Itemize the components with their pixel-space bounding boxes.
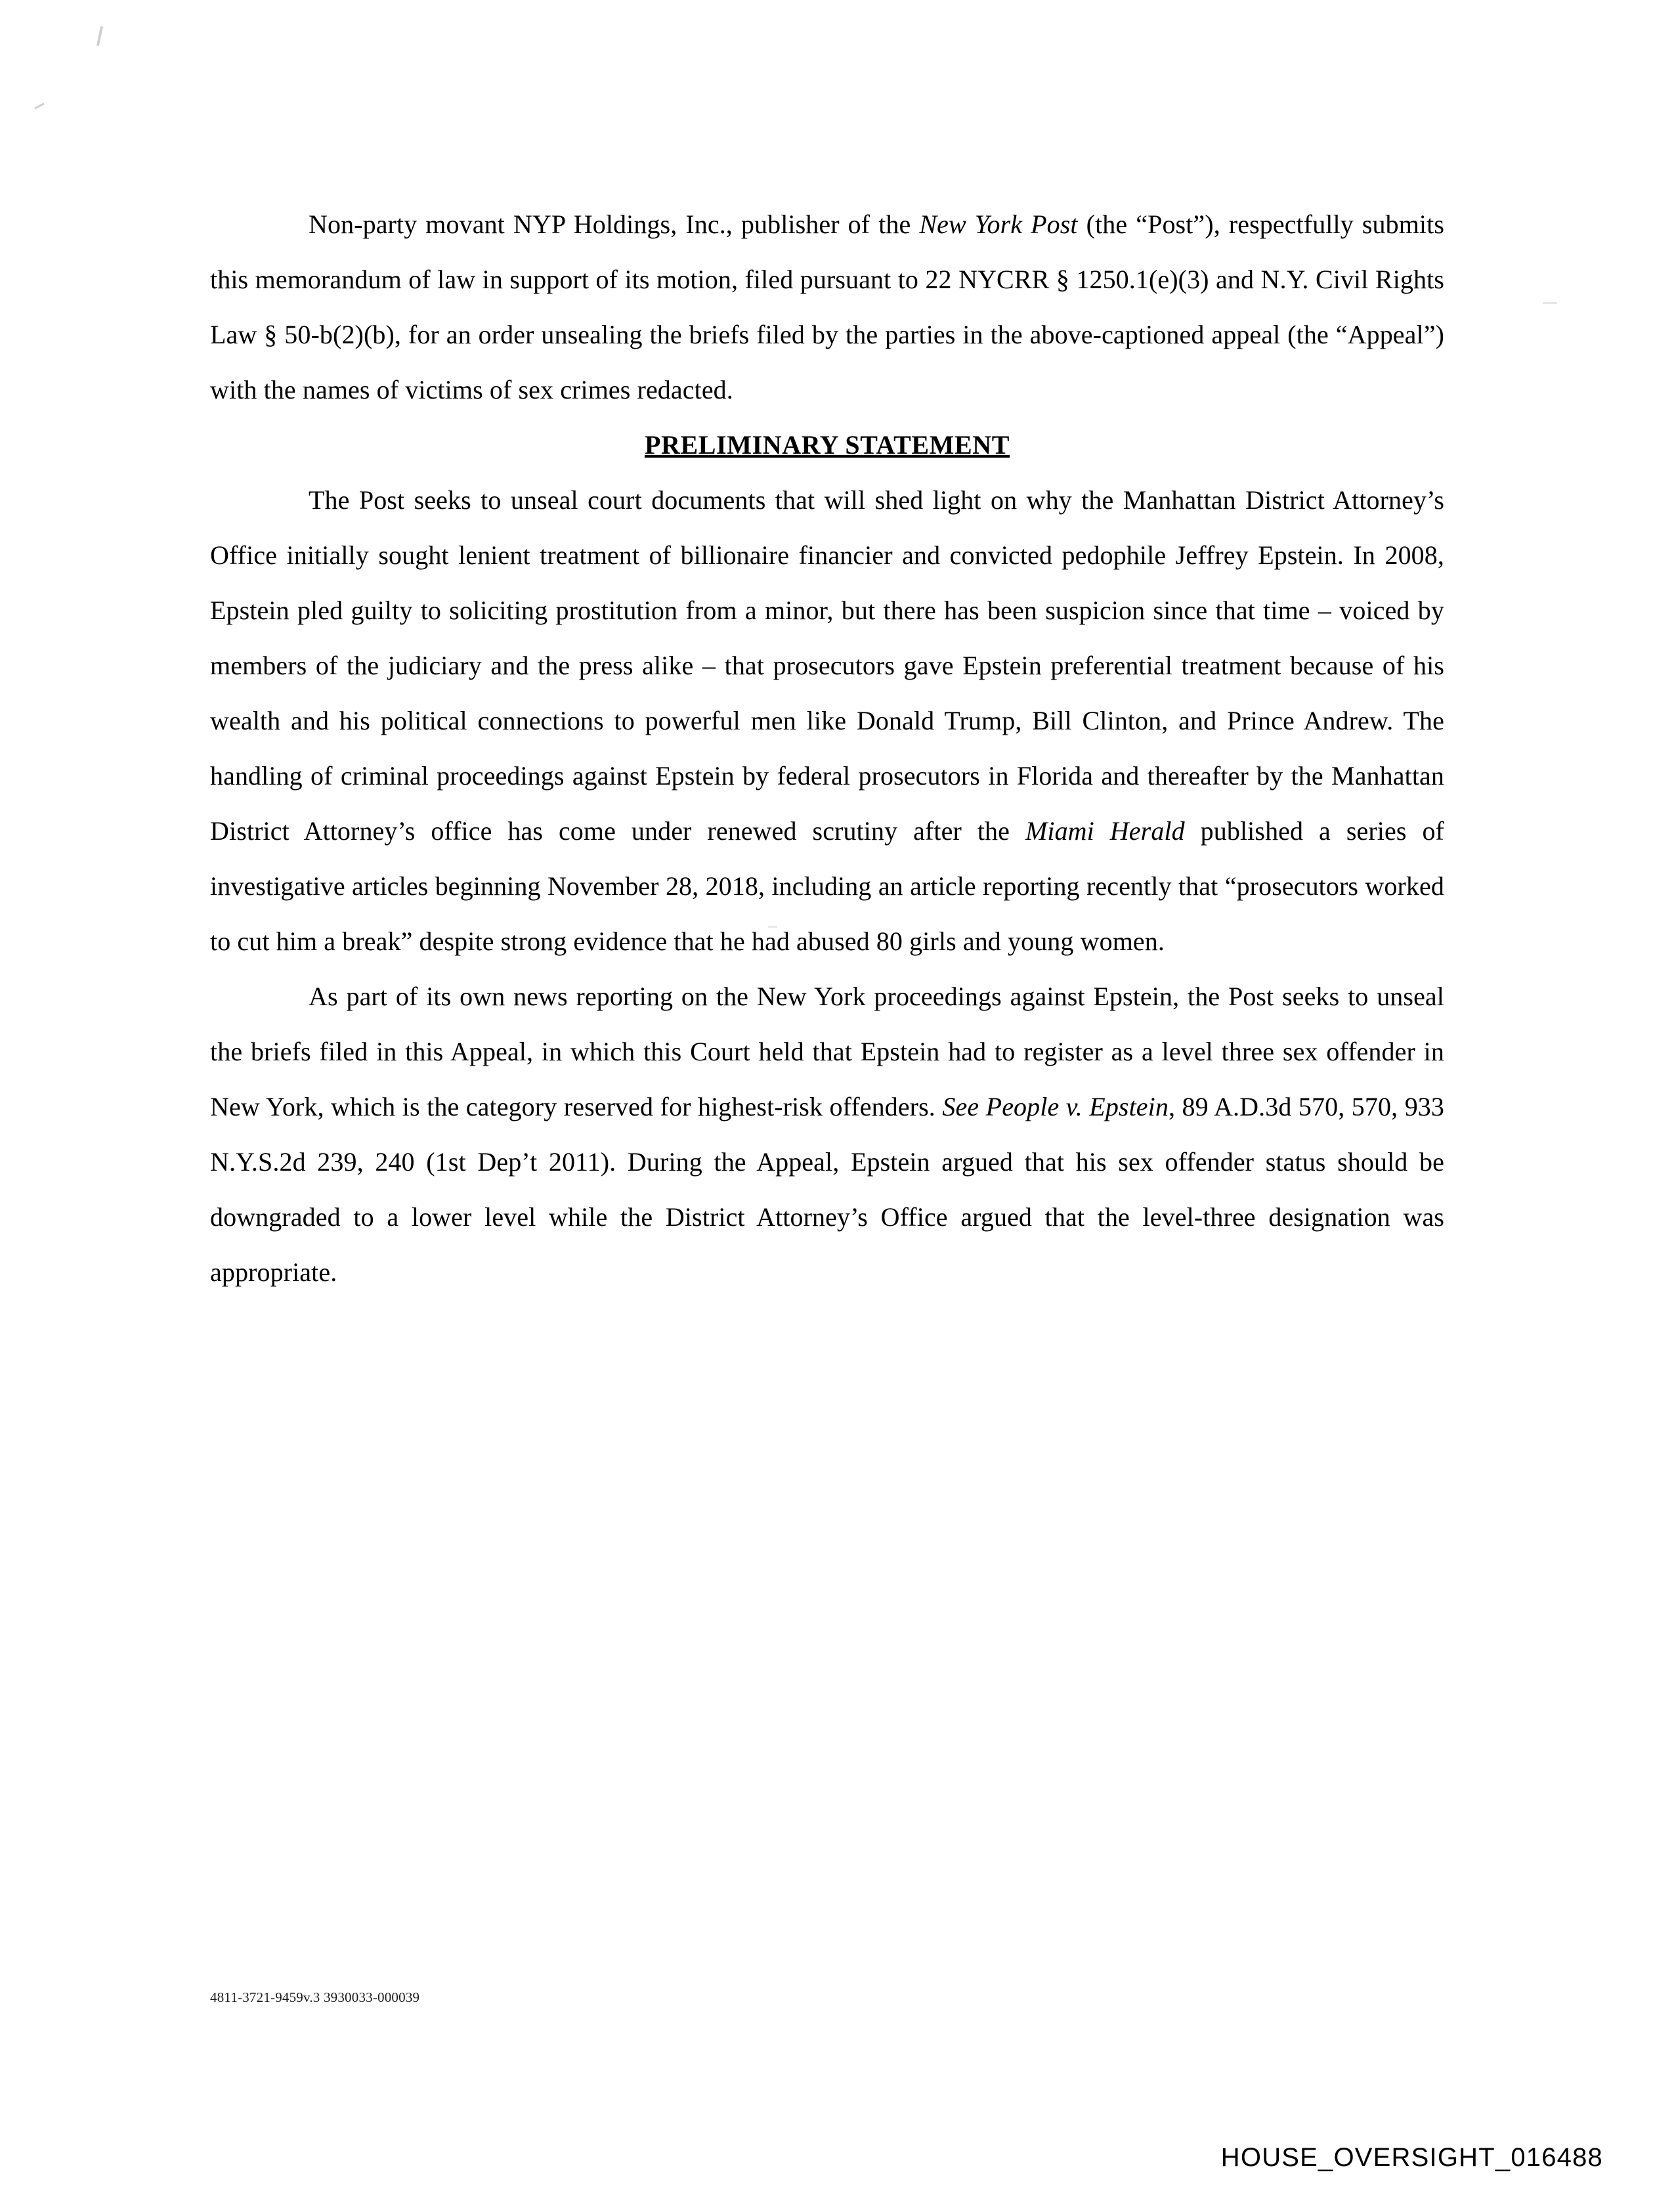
text-run: See People v. Epstein — [942, 1092, 1169, 1121]
text-run: , 89 A.D.3d 570, 570, 933 N.Y.S.2d 239, 240 (1st Dep’t 2011). During the Appeal, Epstein argued that his sex offender status should be downgraded to a lower level while the District Attorney’s Office argued that the level-three designation was appropriate. — [210, 1092, 1444, 1287]
text-run: The Post seeks to unseal court documents that will shed light on why the Manhattan District Attorney’s Office initially sought lenient treatment of billionaire financier and convicted pedophile Jeffrey Epstein. In 2008, Epstein pled guilty to soliciting prostitution from a minor, but there has been suspicion since that time – voiced by members of the judiciary and the press alike – that prosecutors gave Epstein preferential treatment because of his wealth and his political connections to powerful men like Donald Trump, Bill Clinton, and Prince Andrew. The handling of criminal proceedings against Epstein by federal prosecutors in Florida and thereafter by the Manhattan District Attorney’s office has come under renewed scrutiny after the — [210, 485, 1444, 846]
document-body — [210, 197, 1444, 1300]
text-run: As part of its own news reporting on the New York proceedings against Epstein, the Post seeks to unseal the briefs filed in this Appeal, in which this Court held that Epstein had to register as a level three sex offender in New York, which is the category reserved for highest-risk offenders. — [210, 982, 1444, 1121]
scan-artifact — [1543, 302, 1557, 304]
paragraph-intro — [210, 197, 1444, 418]
text-run: (the “Post”), respectfully submits this memorandum of law in support of its motion, filed pursuant to 22 NYCRR § 1250.1(e)(3) and N.Y. Civil Rights Law § 50-b(2)(b), for an order unsealing the briefs filed by the parties in the above-captioned appeal (the “Appeal”) with the names of victims of sex crimes redacted. — [210, 209, 1444, 404]
bates-stamp: HOUSE_OVERSIGHT_016488 — [1220, 2143, 1603, 2172]
text-run: published a series of investigative articles beginning November 28, 2018, including an article reporting recently that “prosecutors worked to cut him a break” despite strong evidence that he had abused 80 girls and young women. — [210, 816, 1444, 956]
paragraph-preliminary-1 — [210, 473, 1444, 969]
text-run: New York Post — [919, 209, 1078, 239]
paragraph-preliminary-2 — [210, 969, 1444, 1300]
text-run: Non-party movant NYP Holdings, Inc., publisher of the — [309, 209, 920, 239]
scan-artifact — [97, 26, 103, 46]
scan-artifact — [34, 102, 45, 109]
section-heading-preliminary-statement: PRELIMINARY STATEMENT — [644, 430, 1010, 460]
text-run: Miami Herald — [1025, 816, 1185, 846]
document-footer-code: 4811-3721-9459v.3 3930033-000039 — [210, 1989, 420, 2005]
